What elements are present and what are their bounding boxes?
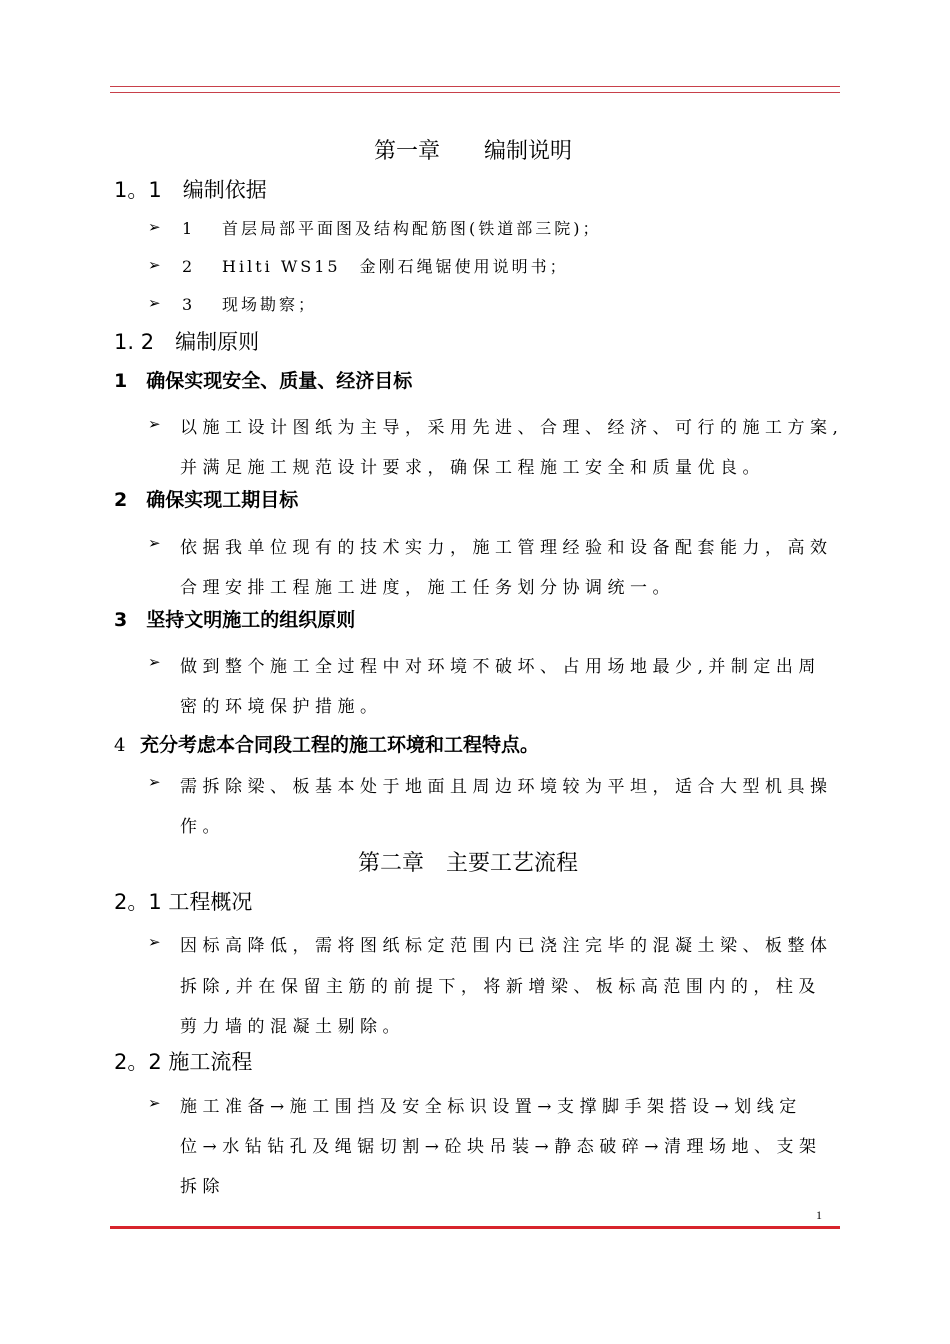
bullet-arrow-icon: ➢ bbox=[148, 534, 161, 552]
principle-text-line: 需拆除梁、板基本处于地面且周边环境较为平坦，适合大型机具操 bbox=[180, 777, 833, 797]
bullet-arrow-icon: ➢ bbox=[148, 1094, 161, 1112]
footer-rule bbox=[110, 1226, 840, 1229]
principle-text-line: 合理安排工程施工进度，施工任务划分协调统一。 bbox=[180, 578, 675, 598]
principle-text-line: 作。 bbox=[180, 817, 225, 837]
principle-text-line: 并满足施工规范设计要求，确保工程施工安全和质量优良。 bbox=[180, 458, 765, 478]
process-text-line: 拆除 bbox=[180, 1177, 225, 1197]
reference-item-number: 3 bbox=[182, 295, 193, 314]
reference-item bbox=[182, 216, 602, 239]
principle-text-line: 依据我单位现有的技术实力，施工管理经验和设备配套能力，高效 bbox=[180, 538, 833, 558]
bullet-arrow-icon: ➢ bbox=[148, 933, 161, 951]
process-text-line: 施工准备→施工围挡及安全标识设置→支撑脚手架搭设→划线定 bbox=[180, 1097, 802, 1117]
reference-item-number: 2 bbox=[182, 257, 193, 276]
reference-item-text: 现场勘察； bbox=[222, 295, 318, 314]
overview-text-line: 因标高降低，需将图纸标定范围内已浇注完毕的混凝土梁、板整体 bbox=[180, 936, 833, 956]
overview-text-line: 拆除,并在保留主筋的前提下，将新增梁、板标高范围内的，柱及 bbox=[180, 977, 821, 997]
page-number: 1 bbox=[816, 1208, 822, 1222]
principle-text-line: 密的环境保护措施。 bbox=[180, 697, 383, 717]
process-text-line: 位→水钻钻孔及绳锯切割→砼块吊装→静态破碎→清理场地、支架 bbox=[180, 1137, 822, 1157]
overview-text-line: 剪力墙的混凝土剔除。 bbox=[180, 1017, 405, 1037]
chapter-2-title: 第二章 主要工艺流程 bbox=[358, 851, 579, 876]
principle-heading: 3 坚持文明施工的组织原则 bbox=[114, 609, 356, 631]
reference-item bbox=[182, 292, 317, 315]
reference-item-number: 1 bbox=[182, 219, 193, 238]
bullet-arrow-icon: ➢ bbox=[148, 256, 161, 274]
bullet-arrow-icon: ➢ bbox=[148, 773, 161, 791]
bullet-arrow-icon: ➢ bbox=[148, 415, 161, 433]
reference-item-text: Hilti WS15 金刚石绳锯使用说明书； bbox=[222, 257, 569, 276]
header-rule-bottom bbox=[110, 92, 840, 93]
header-rule-top bbox=[110, 86, 840, 87]
principle-number: 4 bbox=[114, 735, 126, 756]
principle-heading: 1 确保实现安全、质量、经济目标 bbox=[114, 370, 413, 392]
principle-heading-row bbox=[114, 730, 539, 757]
principle-text-line: 以施工设计图纸为主导，采用先进、合理、经济、可行的施工方案, bbox=[180, 418, 844, 438]
principle-heading: 2 确保实现工期目标 bbox=[114, 489, 299, 511]
section-2-2-title: 2。2 施工流程 bbox=[114, 1050, 253, 1074]
bullet-arrow-icon: ➢ bbox=[148, 218, 161, 236]
reference-item bbox=[182, 254, 569, 277]
section-2-1-title: 2。1 工程概况 bbox=[114, 890, 253, 914]
section-1-2-title: 1. 2 编制原则 bbox=[114, 330, 260, 354]
principle-heading: 充分考虑本合同段工程的施工环境和工程特点。 bbox=[140, 734, 540, 756]
reference-item-text: 首层局部平面图及结构配筋图(铁道部三院)； bbox=[222, 219, 602, 238]
bullet-arrow-icon: ➢ bbox=[148, 653, 161, 671]
section-1-1-title: 1。1 编制依据 bbox=[114, 178, 267, 202]
principle-text-line: 做到整个施工全过程中对环境不破坏、占用场地最少,并制定出周 bbox=[180, 657, 821, 677]
chapter-1-title: 第一章 编制说明 bbox=[374, 139, 573, 164]
bullet-arrow-icon: ➢ bbox=[148, 294, 161, 312]
